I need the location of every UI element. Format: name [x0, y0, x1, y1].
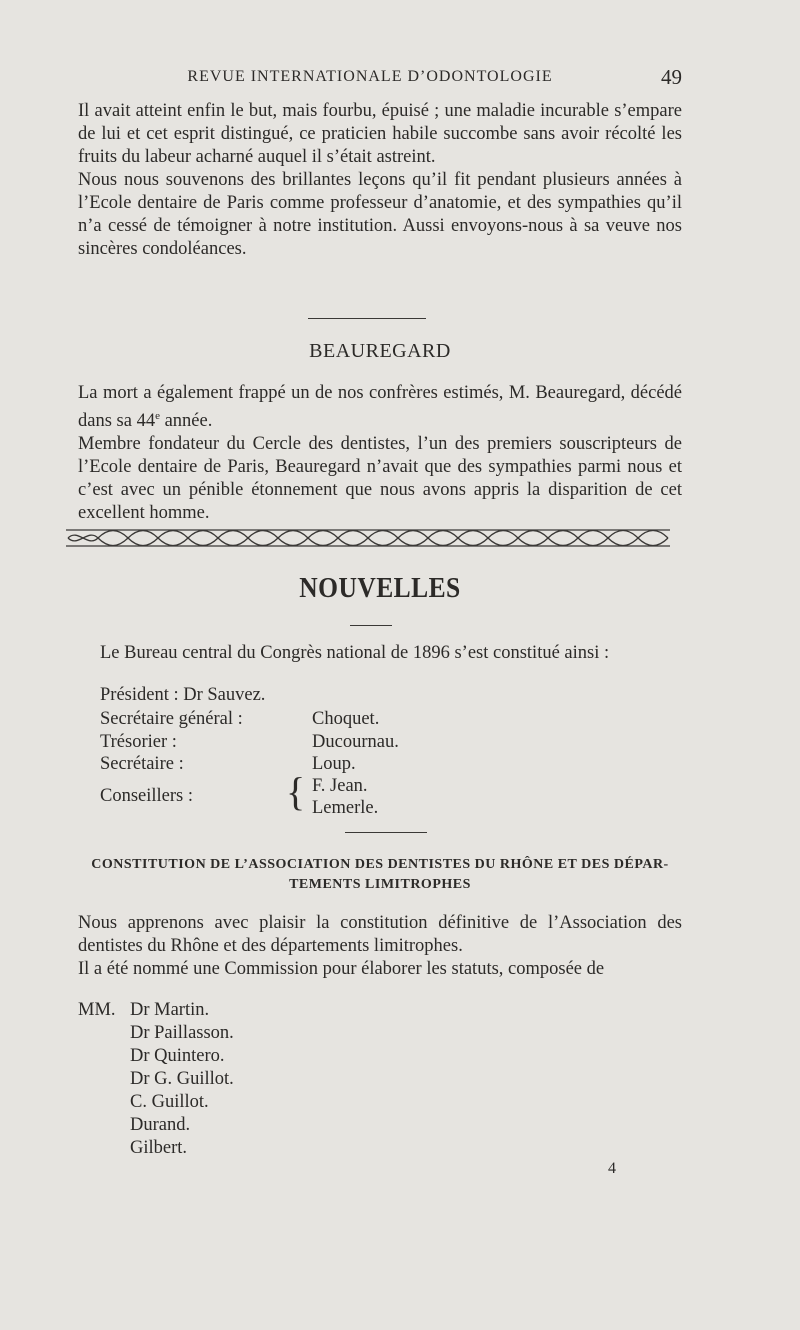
- constitution-heading: [78, 855, 682, 895]
- beauregard-heading: BEAUREGARD: [309, 340, 451, 362]
- president-line: Président : Dr Sauvez.: [100, 685, 266, 705]
- conseiller-1: F. Jean.: [312, 776, 368, 796]
- member-6: Durand.: [130, 1115, 191, 1135]
- journal-title: REVUE INTERNATIONALE D’ODONTOLOGIE: [187, 68, 553, 85]
- ornamental-band: [66, 528, 670, 548]
- intro-section: [78, 100, 682, 261]
- secretaire-general-value: Choquet.: [312, 709, 380, 729]
- section-divider-2: [345, 832, 427, 833]
- brace-glyph: {: [286, 769, 306, 814]
- signature-mark: 4: [608, 1160, 616, 1177]
- member-3: Dr Quintero.: [130, 1046, 225, 1066]
- member-7: Gilbert.: [130, 1138, 188, 1158]
- tresorier-value: Ducournau.: [312, 732, 399, 752]
- secretaire-value: Loup.: [312, 754, 356, 774]
- secretaire-label: Secrétaire :: [100, 754, 184, 774]
- constitution-heading-line-2: TEMENTS LIMITROPHES: [289, 877, 471, 892]
- section-divider: [308, 318, 426, 319]
- nouvelles-heading: NOUVELLES: [299, 572, 461, 604]
- constitution-paragraph-2: Il a été nommé une Commission pour élaborer les statuts, composée de: [78, 959, 605, 979]
- constitution-section: [78, 912, 682, 981]
- running-header: [78, 62, 682, 92]
- secretaire-general-label: Secrétaire général :: [100, 709, 243, 729]
- conseiller-2: Lemerle.: [312, 798, 379, 818]
- beauregard-paragraph-2: Membre fondateur du Cercle des dentistes, l’un des premiers souscripteurs de l’Ecole dentaire de Paris, Beauregard n’avait que des sympathies parmi nous et c’est avec un pénible étonnement que nous avons appris la disparition de cet excellent homme.: [78, 434, 682, 524]
- member-5: C. Guillot.: [130, 1092, 209, 1112]
- intro-paragraph-2: Nous nous souvenons des brillantes leçons qu’il fit pendant plusieurs années à l’Ecole dentaire de Paris comme professeur d’anatomie, et des sympathies qu’il n’a cessé de témoigner à notre institution. Aussi envoyons-nous à sa veuve nos sincères condoléances.: [78, 170, 682, 259]
- beauregard-paragraph-1: La mort a également frappé un de nos confrères estimés, M. Beauregard, décédé dans sa 44e année.: [78, 383, 682, 432]
- member-4: Dr G. Guillot.: [130, 1069, 234, 1089]
- nouvelles-intro-text: Le Bureau central du Congrès national de 1896 s’est constitué ainsi :: [100, 643, 610, 663]
- intro-paragraph-1: Il avait atteint enfin le but, mais fourbu, épuisé ; une maladie incurable s’empare de lui et cet esprit distingué, ce praticien habile succombe sans avoir récolté les fruits du labeur acharné auquel il s’était astreint.: [78, 101, 682, 167]
- page-number: 49: [661, 64, 682, 89]
- tresorier-label: Trésorier :: [100, 732, 177, 752]
- member-1: Dr Martin.: [130, 1000, 210, 1020]
- conseillers-label: Conseillers :: [100, 786, 194, 806]
- constitution-heading-line-1: CONSTITUTION DE L’ASSOCIATION DES DENTISTES DU RHÔNE ET DES DÉPAR-: [91, 857, 669, 872]
- beauregard-section: [78, 382, 682, 525]
- heading-underline: [350, 625, 392, 626]
- constitution-paragraph-1: Nous apprenons avec plaisir la constitution définitive de l’Association des dentistes du Rhône et des départements limitrophes.: [78, 913, 682, 956]
- nouvelles-intro: [78, 642, 682, 665]
- member-2: Dr Paillasson.: [130, 1023, 234, 1043]
- members-prefix: MM.: [78, 1000, 116, 1020]
